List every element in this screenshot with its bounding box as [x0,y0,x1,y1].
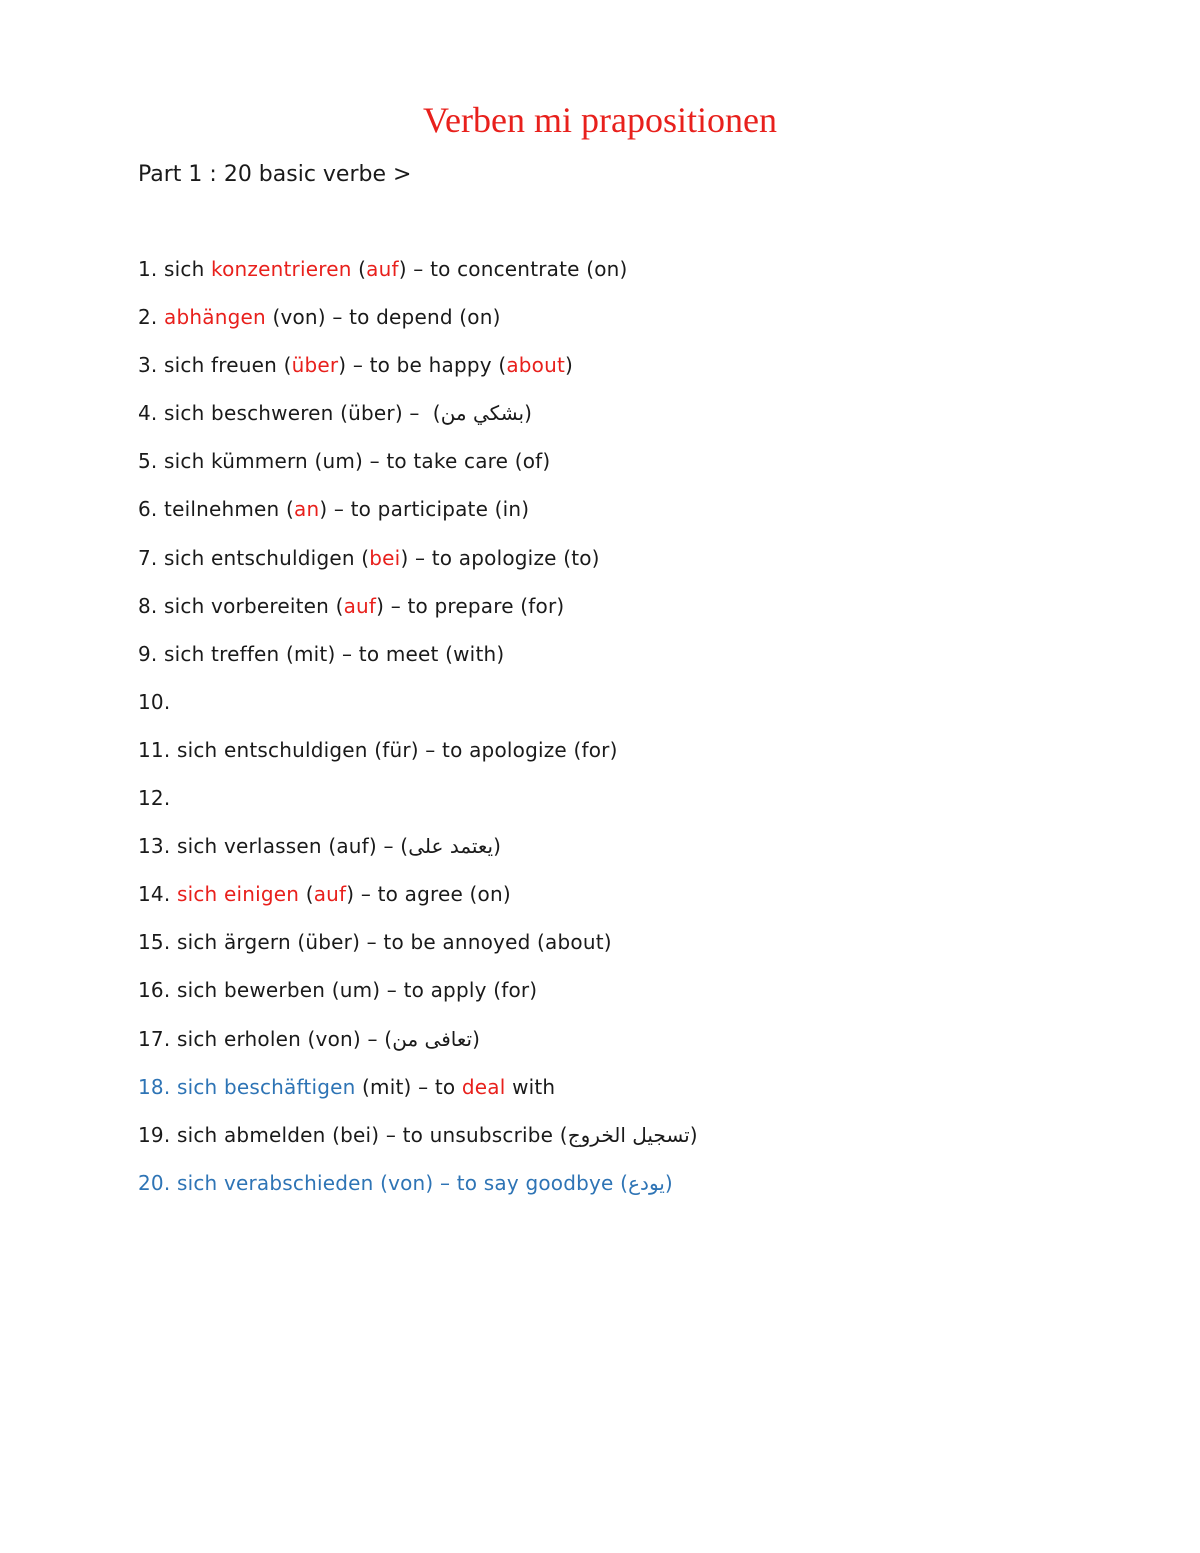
verb-item-segment: ) – to agree (on) [346,882,511,907]
verb-item-9 [138,639,1138,687]
verb-item-4 [138,398,1138,446]
verb-item-segment: ) – to be happy ( [338,353,507,378]
verb-item-segment: ) – to apologize (to) [400,545,600,570]
verb-item-segment: auf [343,593,377,618]
verb-item-segment: 4. sich beschweren (über) – (‫بشكي من‬) [138,401,533,426]
verb-item-13 [138,831,1138,879]
verb-item-14 [138,879,1138,927]
verb-item-segment: with [505,1074,556,1099]
verb-item-segment: 19. sich abmelden (bei) – to unsubscribe (‫تسجيل الخروج‬) [138,1122,698,1147]
verb-item-15 [138,927,1138,975]
verb-item-segment: sich einigen [176,882,300,907]
verb-item-segment: 18. sich beschäftigen [138,1074,356,1099]
verb-item-segment: ) – to concentrate (on) [398,257,628,281]
verb-item-segment: über [291,353,339,378]
verb-item-segment: 9. sich treffen (mit) – to meet (with) [138,641,505,666]
verb-item-segment: ( [299,882,314,907]
verb-item-18 [138,1072,1138,1120]
verb-item-2 [138,302,1138,350]
verb-item-segment: ) – to participate (in) [319,497,530,522]
verb-item-segment: (von) – to depend (on) [265,305,501,330]
verb-item-segment: 20. sich verabschieden (von) – to say goodbye (‫يودع‬) [138,1170,673,1195]
verb-item-segment: 5. sich kümmern (um) – to take care (of) [138,449,551,474]
verb-item-segment: 8. sich vorbereiten ( [138,593,344,618]
verb-item-1 [138,254,1138,302]
part-heading: Part 1 : 20 basic verbe > [138,162,412,187]
verb-item-7 [138,543,1138,591]
verb-item-12 [138,783,1138,831]
verb-item-17 [138,1024,1138,1072]
verb-item-segment: 11. sich entschuldigen (für) – to apologize (for) [138,737,618,762]
verb-item-16 [138,975,1138,1023]
verb-item-6 [138,494,1138,542]
verb-item-segment: auf [366,257,399,281]
verb-item-segment: 12. [138,786,171,811]
verb-item-segment: 3. sich freuen ( [138,353,292,378]
verb-item-segment: ) [565,353,574,378]
verb-item-segment: abhängen [164,305,266,330]
verb-item-segment: (mit) – to [355,1074,462,1099]
verb-item-segment: 10. [138,689,171,714]
verb-item-segment: 14. [138,882,177,907]
verb-item-segment: 7. sich entschuldigen ( [138,545,370,570]
verb-item-8 [138,591,1138,639]
verb-item-11 [138,735,1138,783]
verb-item-segment: auf [313,882,347,907]
verb-item-10 [138,687,1138,735]
verb-item-segment: deal [461,1074,506,1099]
verb-item-segment: konzentrieren [211,257,352,281]
verb-item-5 [138,446,1138,494]
verb-item-3 [138,350,1138,398]
verb-item-segment: an [293,497,320,522]
verb-item-segment: ( [351,257,367,281]
verb-list [138,254,1138,1216]
verb-item-19 [138,1120,1138,1168]
verb-item-segment: 15. sich ärgern (über) – to be annoyed (about) [138,930,612,955]
verb-item-20 [138,1168,1138,1216]
verb-item-segment: 6. teilnehmen ( [138,497,294,522]
verb-item-segment: 1. sich [138,257,212,281]
verb-item-segment: ) – to prepare (for) [376,593,565,618]
verb-item-segment: 2. [138,305,165,330]
verb-item-segment: 17. sich erholen (von) – (‫تعافى من‬) [138,1026,481,1051]
verb-item-segment: bei [369,545,401,570]
page-title: Verben mi prapositionen [423,100,777,140]
verb-item-segment: 13. sich verlassen (auf) – (‫يعتمد على‬) [138,834,502,859]
verb-item-segment: about [506,353,566,378]
verb-item-segment: 16. sich bewerben (um) – to apply (for) [138,978,538,1003]
